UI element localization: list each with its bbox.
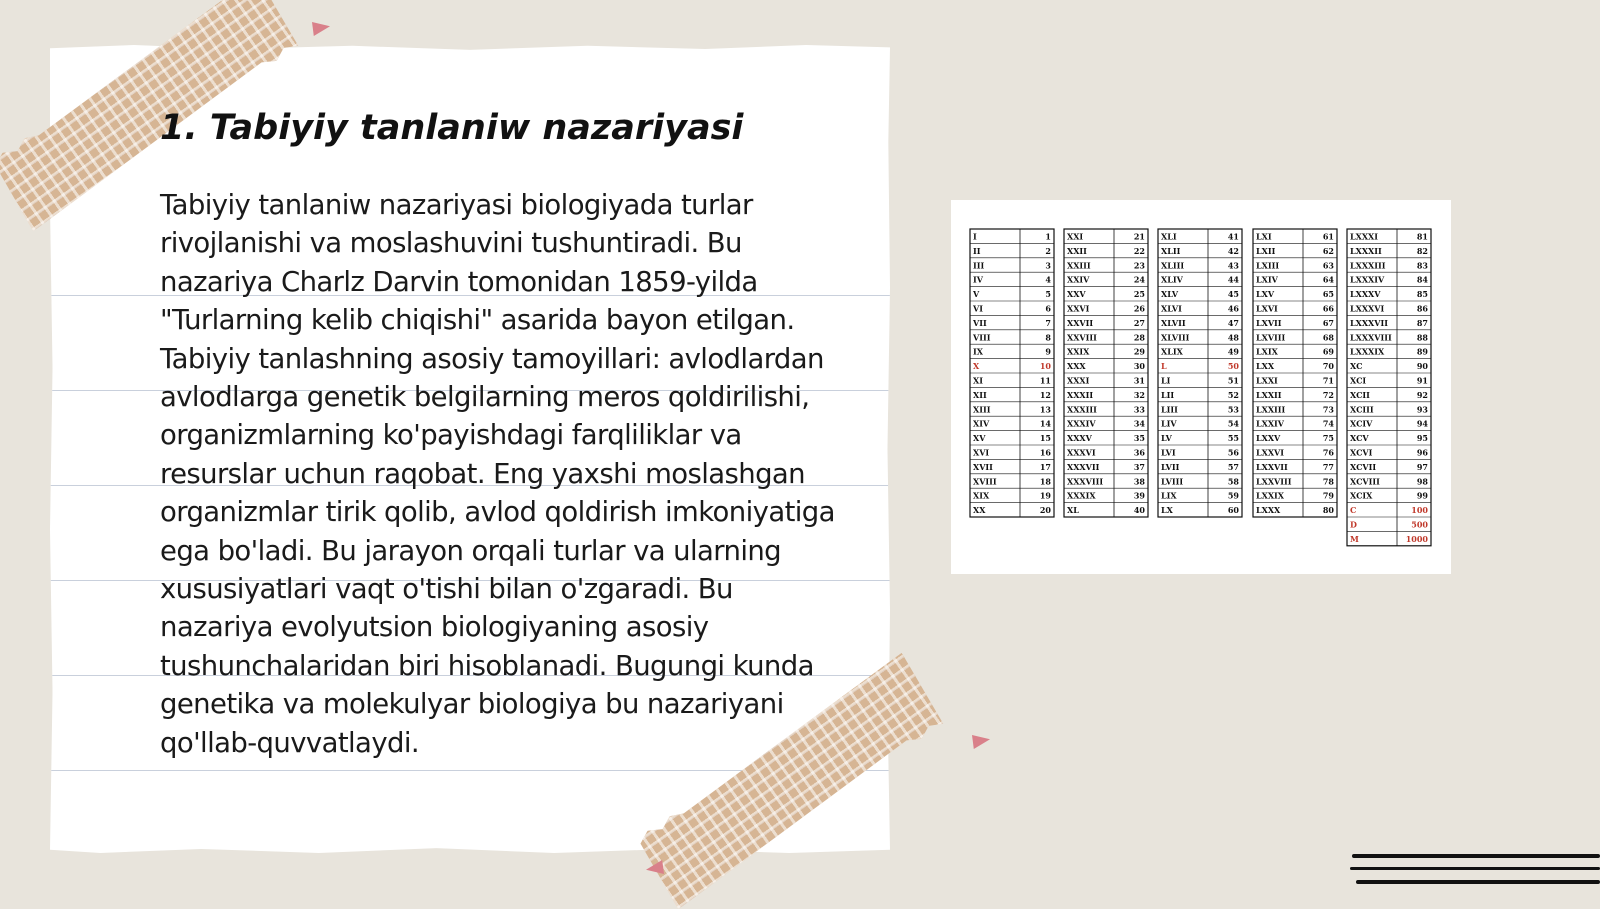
arabic-number-cell: 37 [1133,461,1145,472]
arabic-number-cell: 93 [1416,404,1428,415]
roman-numeral-cell: XXXI [1067,375,1090,386]
roman-numeral-cell: XLVI [1161,303,1182,314]
roman-column [1158,229,1242,517]
arabic-number-cell: 29 [1133,346,1145,357]
roman-numeral-cell: XCVIII [1350,476,1380,487]
arabic-number-cell: 55 [1227,433,1239,444]
arabic-number-cell: 10 [1039,361,1051,372]
arabic-number-cell: 36 [1133,447,1145,458]
arabic-number-cell: 22 [1133,245,1145,256]
arabic-number-cell: 57 [1227,461,1239,472]
arabic-number-cell: 38 [1133,476,1145,487]
arabic-number-cell: 60 [1227,505,1239,516]
roman-numeral-cell: LII [1161,389,1175,400]
roman-numeral-cell: LXIII [1256,260,1280,271]
roman-numeral-cell: X [973,361,980,372]
roman-numeral-cell: LXXV [1256,433,1281,444]
arabic-number-cell: 63 [1322,260,1334,271]
arabic-number-cell: 28 [1133,332,1145,343]
roman-numeral-cell: I [973,231,977,242]
roman-numeral-cell: XCVII [1350,461,1377,472]
roman-numeral-cell: XII [973,389,987,400]
arabic-number-cell: 17 [1039,461,1051,472]
arabic-number-cell: 500 [1411,519,1428,530]
arabic-number-cell: 84 [1416,274,1428,285]
arabic-number-cell: 73 [1322,404,1334,415]
arabic-number-cell: 18 [1039,476,1051,487]
roman-numeral-cell: LXXIII [1256,404,1286,415]
arabic-number-cell: 30 [1133,361,1145,372]
arabic-number-cell: 94 [1416,418,1428,429]
arabic-number-cell: 53 [1227,404,1239,415]
roman-numeral-cell: M [1350,533,1359,544]
roman-numeral-cell: XLV [1161,289,1179,300]
arabic-number-cell: 88 [1416,332,1428,343]
roman-numeral-cell: XL [1067,505,1079,516]
arabic-number-cell: 67 [1322,317,1334,328]
roman-numeral-cell: LXXXVI [1350,303,1385,314]
roman-numeral-cell: XXXVII [1067,461,1100,472]
roman-numeral-cell: XXXVIII [1067,476,1104,487]
arabic-number-cell: 5 [1045,289,1051,300]
arabic-number-cell: 59 [1227,490,1239,501]
arabic-number-cell: 19 [1039,490,1051,501]
slide-title: 1. Tabiyiy tanlaniw nazariyasi [160,108,744,148]
arabic-number-cell: 52 [1227,389,1239,400]
arabic-number-cell: 64 [1322,274,1334,285]
arabic-number-cell: 61 [1322,231,1334,242]
roman-numeral-cell: LXVIII [1256,332,1286,343]
roman-numeral-cell: LIII [1161,404,1178,415]
roman-numeral-cell: XXIII [1067,260,1091,271]
arabic-number-cell: 31 [1133,375,1145,386]
arabic-number-cell: 47 [1227,317,1239,328]
roman-numeral-cell: XLI [1161,231,1177,242]
arabic-number-cell: 98 [1416,476,1428,487]
arabic-number-cell: 1000 [1405,533,1428,544]
roman-numeral-cell: LV [1161,433,1172,444]
roman-numeral-cell: XLIV [1161,274,1183,285]
roman-numeral-cell: XXVI [1067,303,1090,314]
roman-numeral-cell: XCIX [1350,490,1373,501]
decorative-line [1356,880,1600,884]
roman-numeral-cell: XXIX [1067,346,1090,357]
arabic-number-cell: 75 [1322,433,1334,444]
roman-numeral-cell: XLVII [1161,317,1186,328]
tape-end-decoration [312,22,330,36]
roman-numeral-cell: XXII [1067,245,1087,256]
roman-numeral-cell: LXXXIV [1350,274,1385,285]
roman-numeral-cell: LXIX [1256,346,1278,357]
roman-numeral-cell: VIII [973,332,991,343]
arabic-number-cell: 69 [1322,346,1334,357]
arabic-number-cell: 81 [1416,231,1428,242]
arabic-number-cell: 78 [1322,476,1334,487]
roman-numeral-cell: XV [973,433,986,444]
arabic-number-cell: 26 [1133,303,1145,314]
arabic-number-cell: 43 [1227,260,1239,271]
arabic-number-cell: 8 [1045,332,1051,343]
arabic-number-cell: 49 [1227,346,1239,357]
arabic-number-cell: 77 [1322,461,1334,472]
arabic-number-cell: 89 [1416,346,1428,357]
arabic-number-cell: 44 [1227,274,1239,285]
roman-numeral-cell: LXXVII [1256,461,1288,472]
arabic-number-cell: 83 [1416,260,1428,271]
roman-numeral-cell: XCV [1350,433,1369,444]
roman-numeral-cell: LXXXII [1350,245,1382,256]
arabic-number-cell: 45 [1227,289,1239,300]
roman-numeral-cell: LXI [1256,231,1272,242]
arabic-number-cell: 95 [1416,433,1428,444]
roman-numeral-cell: LIV [1161,418,1177,429]
arabic-number-cell: 14 [1039,418,1051,429]
roman-numeral-cell: LXXXIII [1350,260,1386,271]
roman-numeral-cell: IV [973,274,983,285]
roman-column [1253,229,1337,517]
arabic-number-cell: 39 [1133,490,1145,501]
roman-numeral-cell: XXXIX [1067,490,1096,501]
roman-numeral-cell: LXXIX [1256,490,1284,501]
arabic-number-cell: 23 [1133,260,1145,271]
arabic-number-cell: 20 [1039,505,1051,516]
arabic-number-cell: 27 [1133,317,1145,328]
roman-numerals-table-image [951,200,1451,574]
arabic-number-cell: 15 [1039,433,1051,444]
arabic-number-cell: 66 [1322,303,1334,314]
arabic-number-cell: 35 [1133,433,1145,444]
roman-numeral-cell: XCVI [1350,447,1373,458]
arabic-number-cell: 74 [1322,418,1334,429]
roman-numeral-cell: III [973,260,985,271]
arabic-number-cell: 87 [1416,317,1428,328]
arabic-number-cell: 24 [1133,274,1145,285]
roman-numeral-cell: XIX [973,490,990,501]
roman-numeral-cell: XXXV [1067,433,1092,444]
arabic-number-cell: 16 [1039,447,1051,458]
arabic-number-cell: 4 [1045,274,1051,285]
arabic-number-cell: 3 [1045,260,1051,271]
roman-numeral-cell: LVI [1161,447,1176,458]
arabic-number-cell: 82 [1416,245,1428,256]
arabic-number-cell: 96 [1416,447,1428,458]
arabic-number-cell: 34 [1133,418,1145,429]
arabic-number-cell: 11 [1039,375,1051,386]
arabic-number-cell: 56 [1227,447,1239,458]
roman-numeral-cell: XLVIII [1161,332,1190,343]
roman-numeral-cell: LXXXV [1350,289,1381,300]
roman-numerals-table [951,200,1451,574]
roman-numeral-cell: XCIII [1350,404,1374,415]
arabic-number-cell: 92 [1416,389,1428,400]
arabic-number-cell: 90 [1416,361,1428,372]
arabic-number-cell: 42 [1227,245,1239,256]
roman-numeral-cell: XCII [1350,389,1370,400]
arabic-number-cell: 7 [1045,317,1051,328]
roman-numeral-cell: XVIII [973,476,997,487]
arabic-number-cell: 33 [1133,404,1145,415]
arabic-number-cell: 25 [1133,289,1145,300]
roman-numeral-cell: XLII [1161,245,1181,256]
arabic-number-cell: 71 [1322,375,1334,386]
roman-numeral-cell: XXXIV [1067,418,1096,429]
arabic-number-cell: 65 [1322,289,1334,300]
roman-numeral-cell: LVII [1161,461,1180,472]
arabic-number-cell: 2 [1045,245,1051,256]
roman-numeral-cell: XXXII [1067,389,1094,400]
decorative-line [1350,867,1600,870]
roman-numeral-cell: XXXIII [1067,404,1097,415]
roman-numeral-cell: XLIII [1161,260,1185,271]
roman-column [970,229,1054,517]
arabic-number-cell: 99 [1416,490,1428,501]
arabic-number-cell: 91 [1416,375,1428,386]
roman-numeral-cell: L [1161,361,1167,372]
arabic-number-cell: 48 [1227,332,1239,343]
roman-numeral-cell: XCI [1350,375,1367,386]
arabic-number-cell: 68 [1322,332,1334,343]
arabic-number-cell: 54 [1227,418,1239,429]
arabic-number-cell: 50 [1227,361,1239,372]
roman-numeral-cell: LXX [1256,361,1275,372]
roman-numeral-cell: LXXIV [1256,418,1284,429]
arabic-number-cell: 86 [1416,303,1428,314]
roman-numeral-cell: XIV [973,418,990,429]
arabic-number-cell: 12 [1039,389,1051,400]
roman-numeral-cell: VII [973,317,987,328]
roman-numeral-cell: LXXXVII [1350,317,1388,328]
arabic-number-cell: 79 [1322,490,1334,501]
arabic-number-cell: 76 [1322,447,1334,458]
roman-numeral-cell: XXIV [1067,274,1090,285]
roman-numeral-cell: XXVII [1067,317,1094,328]
roman-numeral-cell: LXXII [1256,389,1282,400]
roman-numeral-cell: LIX [1161,490,1177,501]
arabic-number-cell: 80 [1322,505,1334,516]
roman-numeral-cell: LXV [1256,289,1275,300]
decorative-line [1352,854,1600,858]
roman-numeral-cell: LXXI [1256,375,1278,386]
roman-numeral-cell: XCIV [1350,418,1373,429]
roman-numeral-cell: LXII [1256,245,1276,256]
roman-numeral-cell: XX [973,505,986,516]
roman-numeral-cell: LXIV [1256,274,1278,285]
arabic-number-cell: 62 [1322,245,1334,256]
arabic-number-cell: 72 [1322,389,1334,400]
roman-numeral-cell: VI [973,303,983,314]
roman-numeral-cell: LXXX [1256,505,1281,516]
roman-numeral-cell: XC [1350,361,1363,372]
arabic-number-cell: 41 [1227,231,1239,242]
arabic-number-cell: 6 [1045,303,1051,314]
arabic-number-cell: 85 [1416,289,1428,300]
arabic-number-cell: 97 [1416,461,1428,472]
roman-numeral-cell: XLIX [1161,346,1183,357]
arabic-number-cell: 70 [1322,361,1334,372]
arabic-number-cell: 58 [1227,476,1239,487]
roman-numeral-cell: LXXVIII [1256,476,1292,487]
roman-numeral-cell: LXVI [1256,303,1278,314]
roman-numeral-cell: XVI [973,447,990,458]
roman-column [1064,229,1148,517]
roman-numeral-cell: LXVII [1256,317,1282,328]
roman-numeral-cell: D [1350,519,1357,530]
roman-numeral-cell: XIII [973,404,991,415]
roman-numeral-cell: II [973,245,981,256]
roman-numeral-cell: LI [1161,375,1171,386]
arabic-number-cell: 40 [1133,505,1145,516]
roman-numeral-cell: XXXVI [1067,447,1096,458]
roman-numeral-cell: IX [973,346,983,357]
arabic-number-cell: 100 [1411,505,1428,516]
roman-numeral-cell: LXXXVIII [1350,332,1392,343]
arabic-number-cell: 51 [1227,375,1239,386]
tape-end-decoration [972,735,990,749]
arabic-number-cell: 9 [1045,346,1051,357]
roman-numeral-cell: XVII [973,461,993,472]
roman-numeral-cell: LX [1161,505,1173,516]
roman-numeral-cell: LXXVI [1256,447,1284,458]
arabic-number-cell: 46 [1227,303,1239,314]
slide-body-text: Tabiyiy tanlaniw nazariyasi biologiyada turlar rivojlanishi va moslashuvini tushuntiradi. Bu nazariya Charlz Darvin tomonidan 1859-yilda "Turlarning kelib chiqishi" asarida bayon etilgan. Tabiyiy tanlashning asosiy tamoyillari: avlodlardan avlodlarga genetik belgilarning meros qoldirilishi, organizmlarning ko'payishdagi farqliliklar va resurslar uchun raqobat. Eng yaxshi moslashgan organizmlar tirik qolib, avlod qoldirish imkoniyatiga ega bo'ladi. Bu jarayon orqali turlar va ularning xususiyatlari vaqt o'tishi bilan o'zgaradi. Bu nazariya evolyutsion biologiyaning asosiy tushunchalaridan biri hisoblanadi. Bugungi kunda genetika va molekulyar biologiya bu nazariyani qo'llab-quvvatlaydi. [160,189,835,759]
arabic-number-cell: 13 [1039,404,1051,415]
roman-numeral-cell: XXV [1067,289,1086,300]
roman-numeral-cell: LVIII [1161,476,1184,487]
arabic-number-cell: 32 [1133,389,1145,400]
roman-numeral-cell: XI [973,375,983,386]
roman-numeral-cell: LXXXIX [1350,346,1385,357]
roman-numeral-cell: XXX [1067,361,1086,372]
roman-numeral-cell: XXI [1067,231,1084,242]
arabic-number-cell: 21 [1133,231,1145,242]
roman-numeral-cell: LXXXI [1350,231,1378,242]
roman-numeral-cell: XXVIII [1067,332,1097,343]
roman-numeral-cell: V [973,289,980,300]
roman-column [1347,229,1431,546]
arabic-number-cell: 1 [1045,231,1051,242]
roman-numeral-cell: C [1350,505,1357,516]
